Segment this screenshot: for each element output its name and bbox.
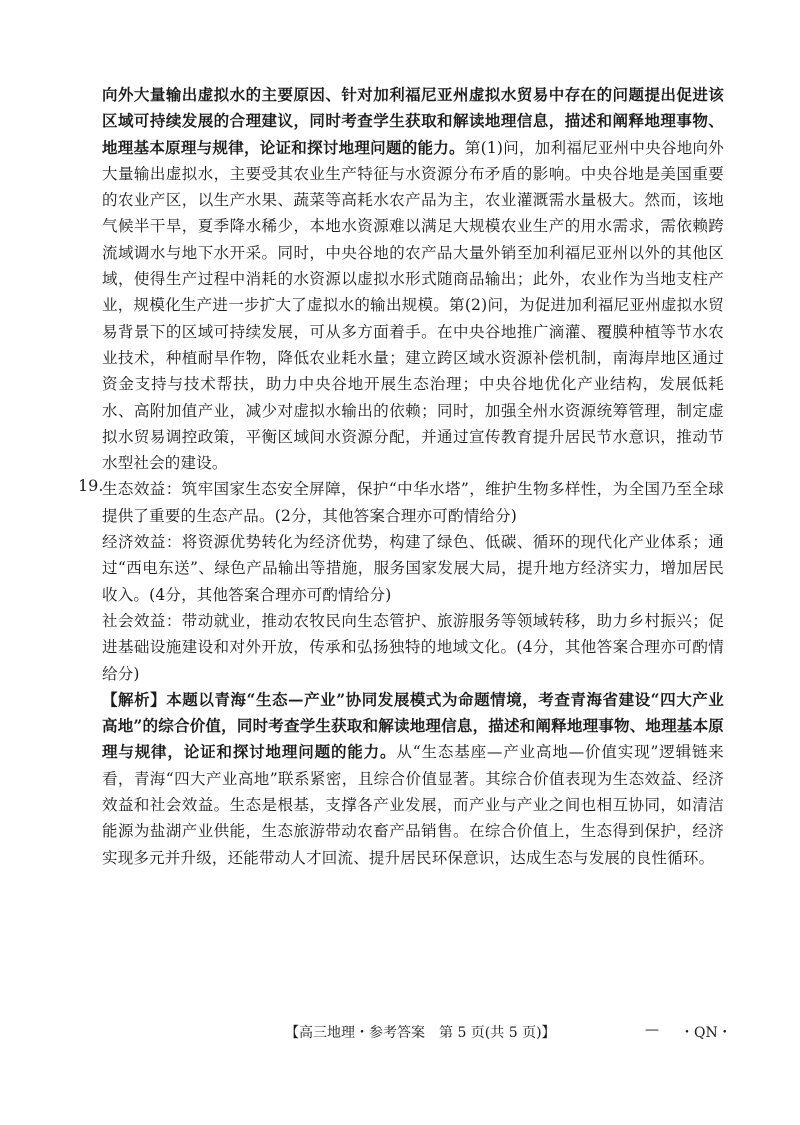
q19-number: 19. bbox=[78, 476, 104, 496]
footer-code: ・QN・ bbox=[680, 1025, 732, 1041]
q19-analysis-bold: 【解析】本题以青海“生态—产业”协同发展模式为命题情境，考查青海省建设“四大产业高地”的综合价值，同时考查学生获取和解读地理信息，描述和阐释地理事物、地理基本原理与规律，论证和探讨地理问题的能力。 bbox=[102, 689, 724, 762]
q19-answer bbox=[78, 476, 724, 529]
q19-economic-benefit: 经济效益：将资源优势转化为经济优势，构建了绿色、低碳、循环的现代化产业体系；通过“西电东送”、绿色产品输出等措施，服务国家发展大局，提升地方经济实力，增加居民收入。(4分，其他答案合理亦可酌情给分) bbox=[102, 533, 724, 604]
q19-ecological-benefit: 生态效益：筑牢国家生态安全屏障，保护“中华水塔”，维护生物多样性，为全国乃至全球提供了重要的生态产品。(2分，其他答案合理亦可酌情给分) bbox=[102, 480, 724, 525]
q19-social-benefit: 社会效益：带动就业，推动农牧民向生态管护、旅游服务等领域转移，助力乡村振兴；促进基础设施建设和对外开放，传承和弘扬独特的地域文化。(4分，其他答案合理亦可酌情给分) bbox=[102, 611, 724, 683]
q18-analysis-bold: 向外大量输出虚拟水的主要原因、针对加利福尼亚州虚拟水贸易中存在的问题提出促进该区域可持续发展的合理建议，同时考查学生获取和解读地理信息，描述和阐释地理事物、地理基本原理与规律，论证和探讨地理问题的能力。 bbox=[102, 85, 724, 157]
q19-analysis-text: 从“生态基座—产业高地—价值实现”逻辑链来看，青海“四大产业高地”联系紧密，且综合价值显著。其综合价值表现为生态效益、经济效益和社会效益。生态是根基，支撑各产业发展，而产业与产业之间也相互协同，如清洁能源为盐湖产业供能，生态旅游带动农畜产品销售。在综合价值上，生态得到保护，经济实现多元并升级，还能带动人才回流、提升居民环保意识，达成生态与发展的良性循环。 bbox=[102, 743, 724, 867]
q18-analysis-paragraph bbox=[102, 82, 724, 476]
footer-page-info: 【高三地理・参考答案 第 5 页(共 5 页)】 bbox=[285, 1025, 556, 1041]
q19-analysis-paragraph bbox=[102, 687, 724, 871]
q18-analysis-text: 第(1)问，加利福尼亚州中央谷地向外大量输出虚拟水，主要受其农业生产特征与水资源分布矛盾的影响。中央谷地是美国重要的农业产区，以生产水果、蔬菜等高耗水农产品为主，农业灌溉需水量极大。然而，该地气候半干旱，夏季降水稀少，本地水资源难以满足大规模农业生产的用水需求，需依赖跨流域调水与地下水开采。同时，中央谷地的农产品大量外销至加利福尼亚州以外的其他区域，使得生产过程中消耗的水资源以虚拟水形式随商品输出；此外，农业作为当地支柱产业，规模化生产进一步扩大了虚拟水的输出规模。第(2)问，为促进加利福尼亚州虚拟水贸易背景下的区域可持续发展，可从多方面着手。在中央谷地推广滴灌、覆膜种植等节水农业技术，种植耐旱作物，降低农业耗水量；建立跨区域水资源补偿机制，南海岸地区通过资金支持与技术帮扶，助力中央谷地开展生态治理；中央谷地优化产业结构，发展低耗水、高附加值产业，减少对虚拟水输出的依赖；同时，加强全州水资源统筹管理，制定虚拟水贸易调控政策，平衡区域间水资源分配，并通过宣传教育提升居民节水意识，推动节水型社会的建设。 bbox=[102, 138, 725, 473]
footer-dash: — bbox=[645, 1022, 659, 1038]
answer-page-body bbox=[78, 82, 725, 871]
